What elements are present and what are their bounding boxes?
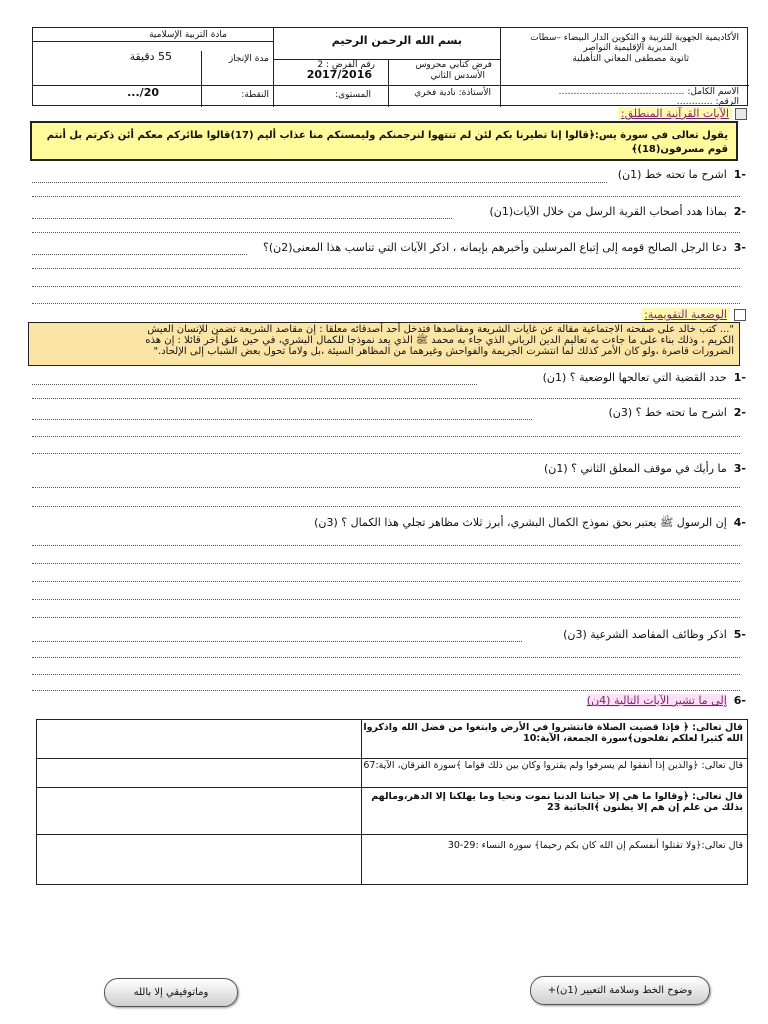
- question-2-2: [608, 406, 746, 419]
- verse-row: [37, 720, 747, 759]
- verses-table: [36, 719, 748, 885]
- question-number: -3: [733, 241, 746, 254]
- answer-line[interactable]: [32, 384, 477, 385]
- student-number-field: الرقم: …………: [676, 97, 739, 107]
- semester: الأسدس الثاني: [430, 71, 485, 81]
- duration-label: مدة الإنجاز: [228, 54, 269, 64]
- question-2-3: [544, 462, 746, 475]
- answer-line[interactable]: [32, 563, 740, 564]
- clarity-note: [530, 976, 710, 1005]
- answer-line[interactable]: [32, 506, 740, 507]
- book-icon: [734, 309, 746, 321]
- school-name: ثانوية مصطفى المعاني التأهيلية: [572, 54, 689, 64]
- question-number: -4: [733, 516, 746, 529]
- question-1-1: [618, 168, 746, 181]
- closing-text: وماتوفيقي إلا بالله: [133, 987, 209, 998]
- answer-line[interactable]: [32, 436, 740, 437]
- answer-line[interactable]: [32, 398, 740, 399]
- question-number: -6: [733, 694, 746, 707]
- answer-line[interactable]: [32, 254, 247, 255]
- question-text: ما رأيك في موقف المعلق الثاني ؟ (1ن): [543, 462, 727, 475]
- question-2-5: [563, 628, 746, 641]
- verse-row: [37, 787, 747, 835]
- question-number: -1: [733, 371, 746, 384]
- question-text: إن الرسول ﷺ يعتبر بحق نموذج الكمال البشري، أبرز ثلاث مظاهر تجلي هذا الكمال ؟ (3ن): [314, 516, 727, 529]
- directorate-name: المديرية الإقليمية النواصر: [583, 43, 677, 53]
- answer-line[interactable]: [32, 657, 740, 658]
- answer-line[interactable]: [32, 487, 740, 488]
- question-number: -2: [733, 205, 746, 218]
- answer-line[interactable]: [32, 232, 740, 233]
- divider: [33, 41, 273, 42]
- question-1-3: [263, 241, 746, 254]
- grade-value: 20/...: [127, 86, 159, 99]
- divider: [201, 51, 202, 107]
- question-number: -3: [733, 462, 746, 475]
- verse-quote-box: [30, 121, 738, 161]
- section-grid-icon: [735, 108, 747, 120]
- answer-line[interactable]: [32, 641, 522, 642]
- question-6: [587, 694, 746, 707]
- verse-text: قال تعالى: ﴿ فإذا قضيت الصلاة فانتشروا في الأرض وابتغوا من فضل الله واذكروا الله كثيرا لعلكم تفلحون﴾سورة الجمعة، الآية:10: [363, 722, 743, 744]
- question-2-1: [543, 371, 746, 384]
- answer-line[interactable]: [32, 196, 740, 197]
- question-number: -1: [733, 168, 746, 181]
- answer-line[interactable]: [32, 453, 740, 454]
- exam-number: رقم الفرض : 2: [317, 60, 375, 70]
- answer-line[interactable]: [32, 690, 740, 691]
- exam-header: [32, 27, 748, 106]
- section-title-situation: الوضعية التقويمية:: [641, 308, 730, 321]
- divider: [500, 28, 501, 107]
- question-text: اشرح ما تحته خط ؟ (3ن): [608, 406, 727, 419]
- answer-line[interactable]: [32, 419, 532, 420]
- question-number: -2: [733, 406, 746, 419]
- answer-line[interactable]: [32, 545, 740, 546]
- question-1-2: [489, 205, 746, 218]
- situation-line: الكريم ، وذلك بناء على ما جاءت به تعاليم الدين الرباني الذي جاء به محمد ﷺ الذي يعد نموذجا للكمال البشري، في حين علق آخر قائلا : إن هذه: [145, 335, 734, 346]
- verse-text: قال تعالى:﴿ولا تقتلوا أنفسكم إن الله كان بكم رحيما﴾ سورة النساء :29-30: [447, 840, 743, 851]
- clarity-text: وضوح الخط وسلامة التعبير (1ن)+: [547, 985, 693, 996]
- question-text: اذكر وظائف المقاصد الشرعية (3ن): [563, 628, 727, 641]
- situation-line: "... كتب خالد على صفحته الاجتماعية مقالة عن غايات الشريعة ومقاصدها فتدخل أحد أصدقائه معلقا : إن مقاصد الشريعة تضمن للإنسان العيش: [147, 324, 734, 335]
- answer-line[interactable]: [32, 581, 740, 582]
- verse-row: [37, 758, 747, 788]
- question-text: إلى ما تشير الآيات التالية (4ن): [586, 694, 727, 707]
- answer-line[interactable]: [32, 218, 452, 219]
- answer-line[interactable]: [32, 268, 740, 269]
- answer-line[interactable]: [32, 674, 740, 675]
- section-title-verses: الآيات القرآنية المنطلق:: [618, 107, 732, 120]
- verse-text: قال تعالى: ﴿والذين إذا أنفقوا لم يسرفوا ولم يقتروا وكان بين ذلك قواما ﴾سورة الفرقان، الآية:67: [363, 760, 743, 771]
- answer-line[interactable]: [32, 182, 607, 183]
- answer-line[interactable]: [32, 617, 740, 618]
- question-number: -5: [733, 628, 746, 641]
- duration: 55 دقيقة: [129, 50, 172, 63]
- level-label: المستوى:: [335, 90, 371, 100]
- academy-name: الأكاديمية الجهوية للتربية و التكوين الدار البيضاء –سطات: [530, 33, 739, 43]
- situation-box: [28, 322, 740, 366]
- verse-text: قال تعالى: ﴿وقالوا ما هي إلا حياتنا الدنيا نموت ونحيا وما يهلكنا إلا الدهر،ومالهم بذلك من علم إن هم إلا يظنون ﴾الجاثية 23: [371, 791, 743, 813]
- question-text: اشرح ما تحته خط (1ن): [617, 168, 727, 181]
- question-text: دعا الرجل الصالح قومه إلى إتباع المرسلين وأخبرهم بإيمانه ، اذكر الآيات التي تناسب هذا المعنى(2ن)؟: [263, 241, 727, 254]
- verse-quote: يقول تعالى في سورة يس:﴿قالوا إنا تطيرنا بكم لئن لم تنتهوا لنرجمنكم وليمسنكم منا عذاب أليم (17)قالوا طائركم معكم أئن ذكرتم بل أنتم قوم مسرفون(18)﴾: [46, 130, 728, 155]
- exam-type: فرض كتابي محروس: [415, 60, 492, 70]
- question-text: بماذا هدد أصحاب القرية الرسل من خلال الآيات(1ن): [489, 205, 727, 218]
- divider: [388, 59, 389, 107]
- situation-line: الضرورات قاصرة ،ولو كان الأمر كذلك لما انتشرت الجريمة والفواحش وغيرهما من المظاهر السيئة ،بل ولاما تحول بعض الشباب إلى الإلحاد.": [153, 346, 734, 357]
- student-name-field: الاسم الكامل: ……………………………………: [558, 87, 739, 97]
- school-year: 2017/2016: [306, 68, 372, 81]
- grade-label: النقطة:: [241, 90, 269, 100]
- closing-note: [104, 978, 238, 1007]
- answer-line[interactable]: [32, 286, 740, 287]
- divider: [273, 28, 274, 107]
- answer-line[interactable]: [32, 599, 740, 600]
- question-text: حدد القضية التي تعالجها الوضعية ؟ (1ن): [542, 371, 727, 384]
- answer-line[interactable]: [32, 303, 740, 304]
- subject: مادة التربية الإسلامية: [149, 30, 227, 40]
- question-2-4: [314, 516, 746, 532]
- teacher-name: الأستاذة: نادية فخري: [414, 88, 491, 98]
- basmala: بسم الله الرحمن الرحيم: [331, 34, 462, 47]
